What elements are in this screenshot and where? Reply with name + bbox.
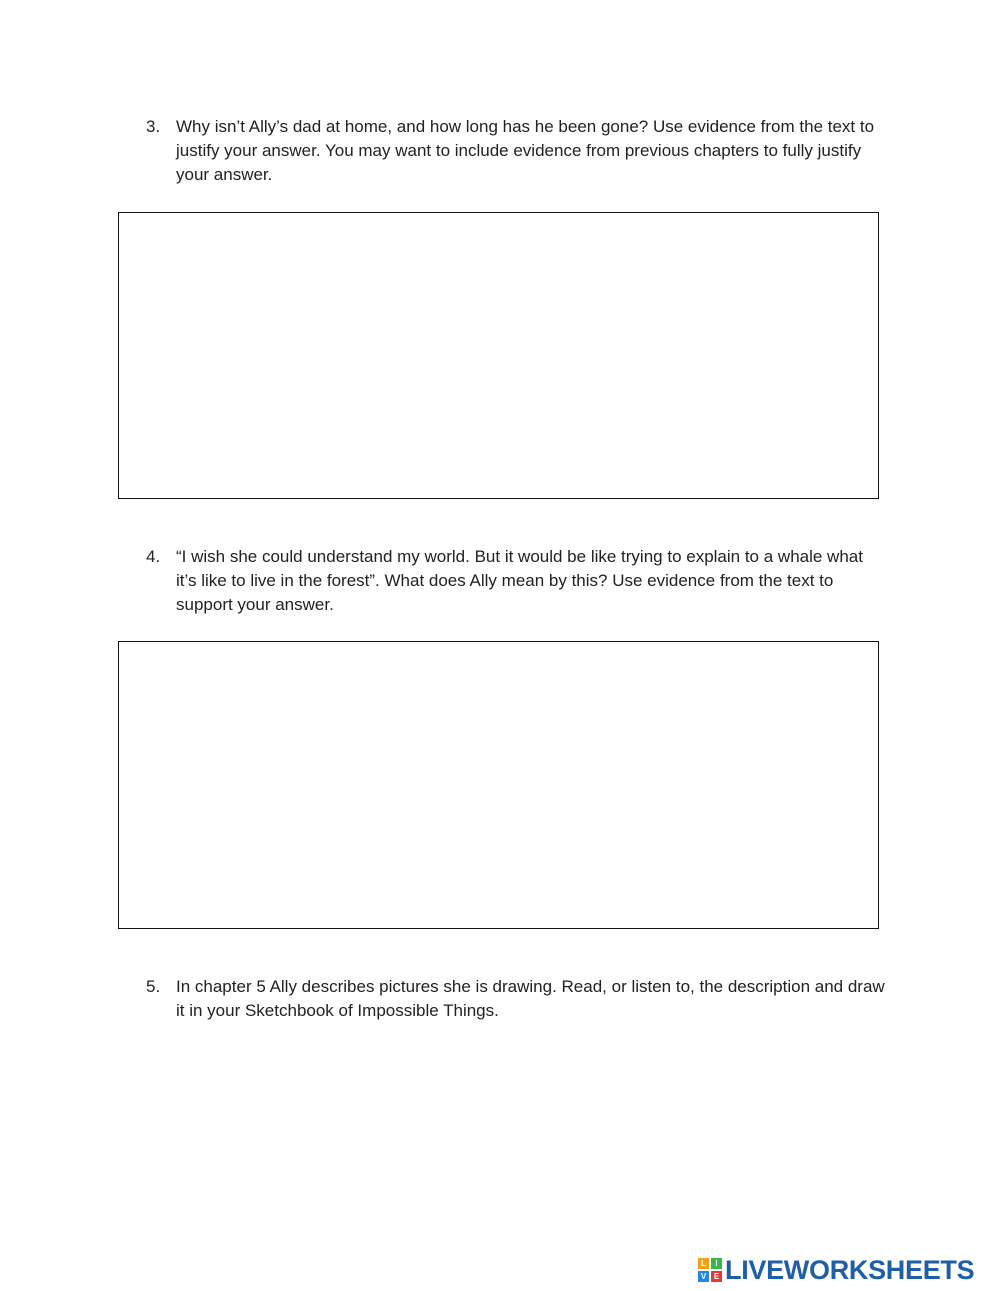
question-3-number: 3. <box>146 117 161 136</box>
logo-grid-icon <box>698 1258 722 1282</box>
question-3-text: Why isn’t Ally’s dad at home, and how long has he been gone? Use evidence from the text to justify your answer. You may want to include evidence from previous chapters to fully justify your answer. <box>176 117 875 184</box>
liveworksheets-logo <box>698 1256 974 1284</box>
question-5-number: 5. <box>146 977 161 996</box>
question-3 <box>146 115 886 187</box>
question-5 <box>146 975 886 1023</box>
logo-tile-i: I <box>711 1258 722 1269</box>
question-4-number: 4. <box>146 547 161 566</box>
answer-box-question-3[interactable] <box>118 212 879 499</box>
question-5-text: In chapter 5 Ally describes pictures she is drawing. Read, or listen to, the description and draw it in your Sketchbook of Impossible Things. <box>176 977 885 1020</box>
logo-tile-v: V <box>698 1271 709 1282</box>
answer-box-question-4[interactable] <box>118 641 879 929</box>
question-4 <box>146 545 886 617</box>
logo-tile-e: E <box>711 1271 722 1282</box>
logo-text: LIVEWORKSHEETS <box>725 1255 975 1285</box>
logo-tile-l: L <box>698 1258 709 1269</box>
question-4-text: “I wish she could understand my world. But it would be like trying to explain to a whale what it’s like to live in the forest”. What does Ally mean by this? Use evidence from the text to support your answer. <box>176 547 863 614</box>
